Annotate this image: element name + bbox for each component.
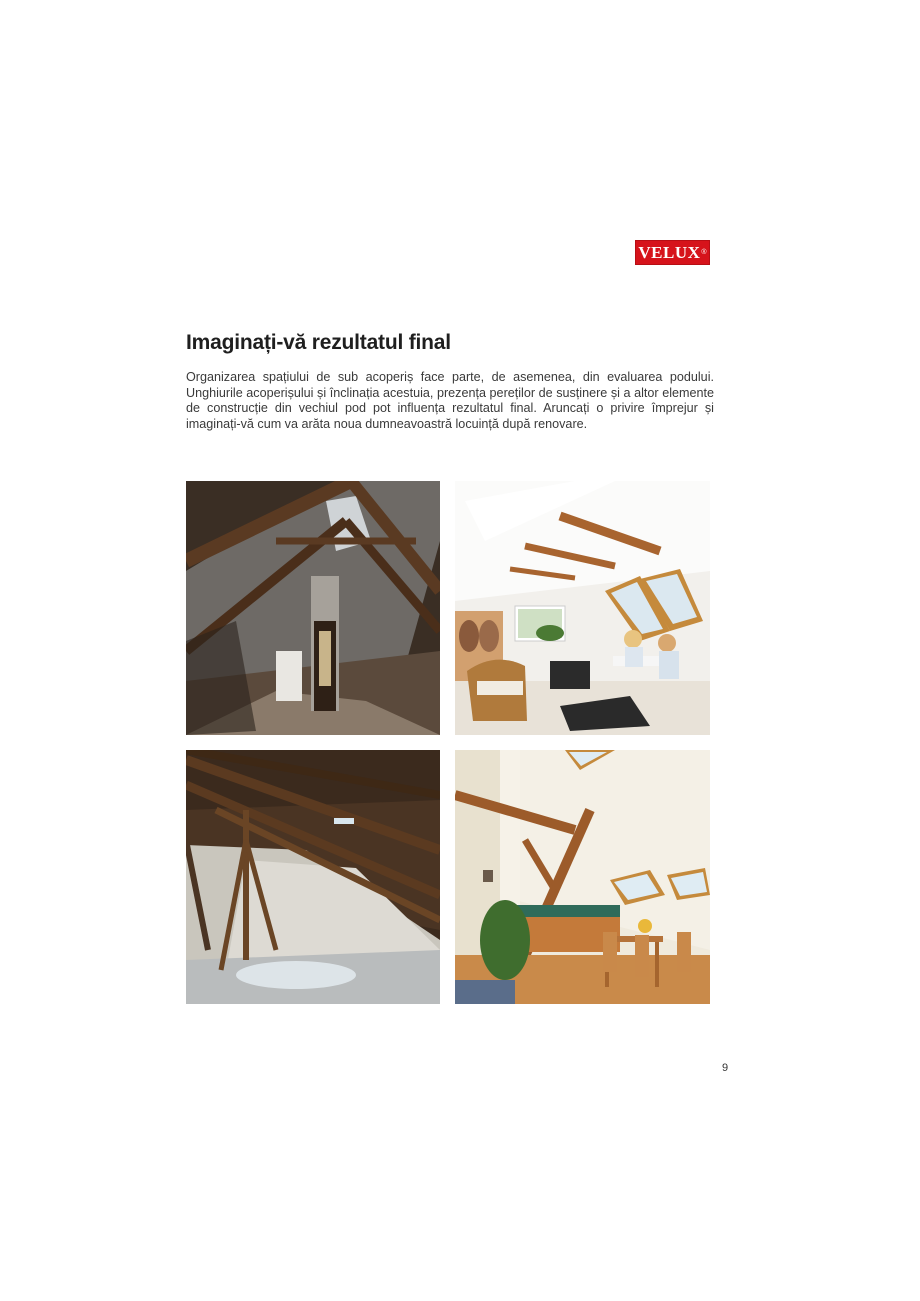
page-number: 9 [722, 1062, 729, 1074]
logo-text: VELUX [638, 243, 701, 262]
photo-attic-after-2 [455, 750, 710, 1004]
photo-attic-before-2 [186, 750, 440, 1004]
registered-mark: ® [701, 249, 707, 256]
photo-attic-before-1 [186, 481, 440, 735]
photo-attic-after-1 [455, 481, 710, 735]
page-title: Imaginați-vă rezultatul final [186, 331, 451, 354]
velux-logo [635, 240, 710, 265]
intro-paragraph: Organizarea spațiului de sub acoperiș face parte, de asemenea, din evaluarea podului. Unghiurile acoperișului și înclinația acestuia, prezența pereților de susținere și a altor elemente de construcție din vechiul pod pot influența rezultatul final. Aruncați o privire împrejur și imaginați-vă cum va arăta noua dumneavoastră locuință după renovare. [186, 370, 714, 431]
